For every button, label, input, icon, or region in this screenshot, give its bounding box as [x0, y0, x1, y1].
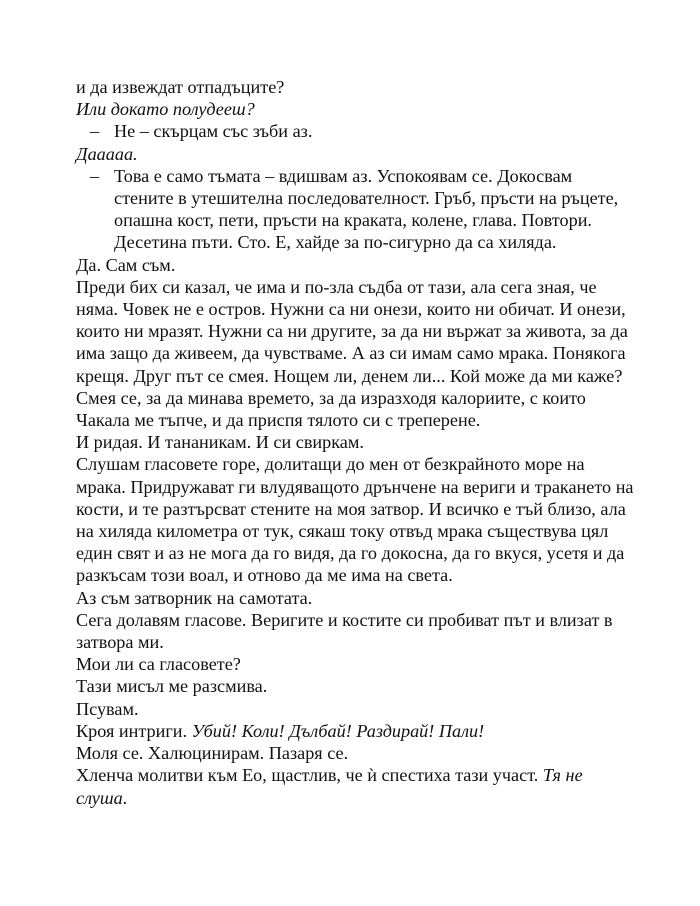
paragraph — [76, 764, 636, 808]
dialogue-item — [76, 120, 636, 142]
paragraph: Моля се. Халюцинирам. Пазаря се. — [76, 743, 349, 764]
paragraph: И ридая. И тананикам. И си свиркам. — [76, 432, 364, 453]
paragraph: Аз съм затворник на самотата. — [76, 587, 313, 608]
paragraph-text: . — [122, 787, 128, 808]
document-page — [76, 76, 636, 809]
dialogue-item — [76, 165, 636, 254]
dialogue-text: Не – скърцам със зъби аз. — [114, 121, 313, 142]
italic-exclamations: Убий! Коли! Дълбай! Раздирай! Пали! — [191, 720, 485, 741]
paragraph: Слушам гласовете горе, долитащи до мен от безкрайното море на мрака. Придружават ги влудяващото дрънчене на вериги и тракането на кости, и те разтърсват стените на моя затвор. И всичко е тъй близо, ала на хиляда километра от тук, сякаш току отвъд мрака съществува цял един свят и аз не мога да го видя, да го докосна, да го вкуся, усетя и да разкъсам този воал, и отново да ме има на света. — [76, 454, 634, 586]
paragraph: Псувам. — [76, 698, 139, 719]
paragraph: Да. Сам съм. — [76, 254, 176, 275]
dash-marker: – — [90, 121, 100, 142]
paragraph-text: Кроя интриги. — [76, 720, 192, 741]
dialogue-text: Това е само тъмата – вдишвам аз. Успокоявам се. Докосвам стените в утешителна последователност. Гръб, пръсти на ръцете, опашна кост, пети, пръсти на краката, колене, глава. Повтори. Десетина пъти. Сто. Е, хайде за по-сигурно да са хиляда. — [114, 165, 619, 253]
paragraph: Сега долавям гласове. Веригите и костите си пробиват път и влизат в затвора ми. — [76, 609, 613, 653]
italic-thought: Тя не слуша — [76, 765, 583, 808]
paragraph-text: Хленча молитви към Ео, щастлив, че ѝ спестиха тази участ. — [76, 765, 543, 786]
paragraph: Тази мисъл ме разсмива. — [76, 676, 268, 697]
italic-thought: Даааaa. — [76, 143, 138, 164]
text-line: и да извеждат отпадъците? — [76, 77, 285, 97]
paragraph: Преди бих си казал, че има и по-зла съдба от тази, ала сега зная, че няма. Човек не е остров. Нужни са ни онези, които ни обичат. И онези, които ни мразят. Нужни са ни другите, за да ни вържат за живота, за да има защо да живеем, да чувстваме. А аз си имам само мрака. Понякога крещя. Друг път се смея. Нощем ли, денем ли... Кой може да ми каже? Смея се, за да минава времето, за да изразходя калориите, с които Чакала ме тъпче, и да приспя тялото си с треперене. — [76, 276, 628, 431]
italic-thought: Или докато полудееш? — [76, 99, 255, 120]
paragraph: Мои ли са гласовете? — [76, 654, 241, 675]
dash-marker: – — [90, 165, 100, 186]
paragraph — [76, 720, 636, 742]
